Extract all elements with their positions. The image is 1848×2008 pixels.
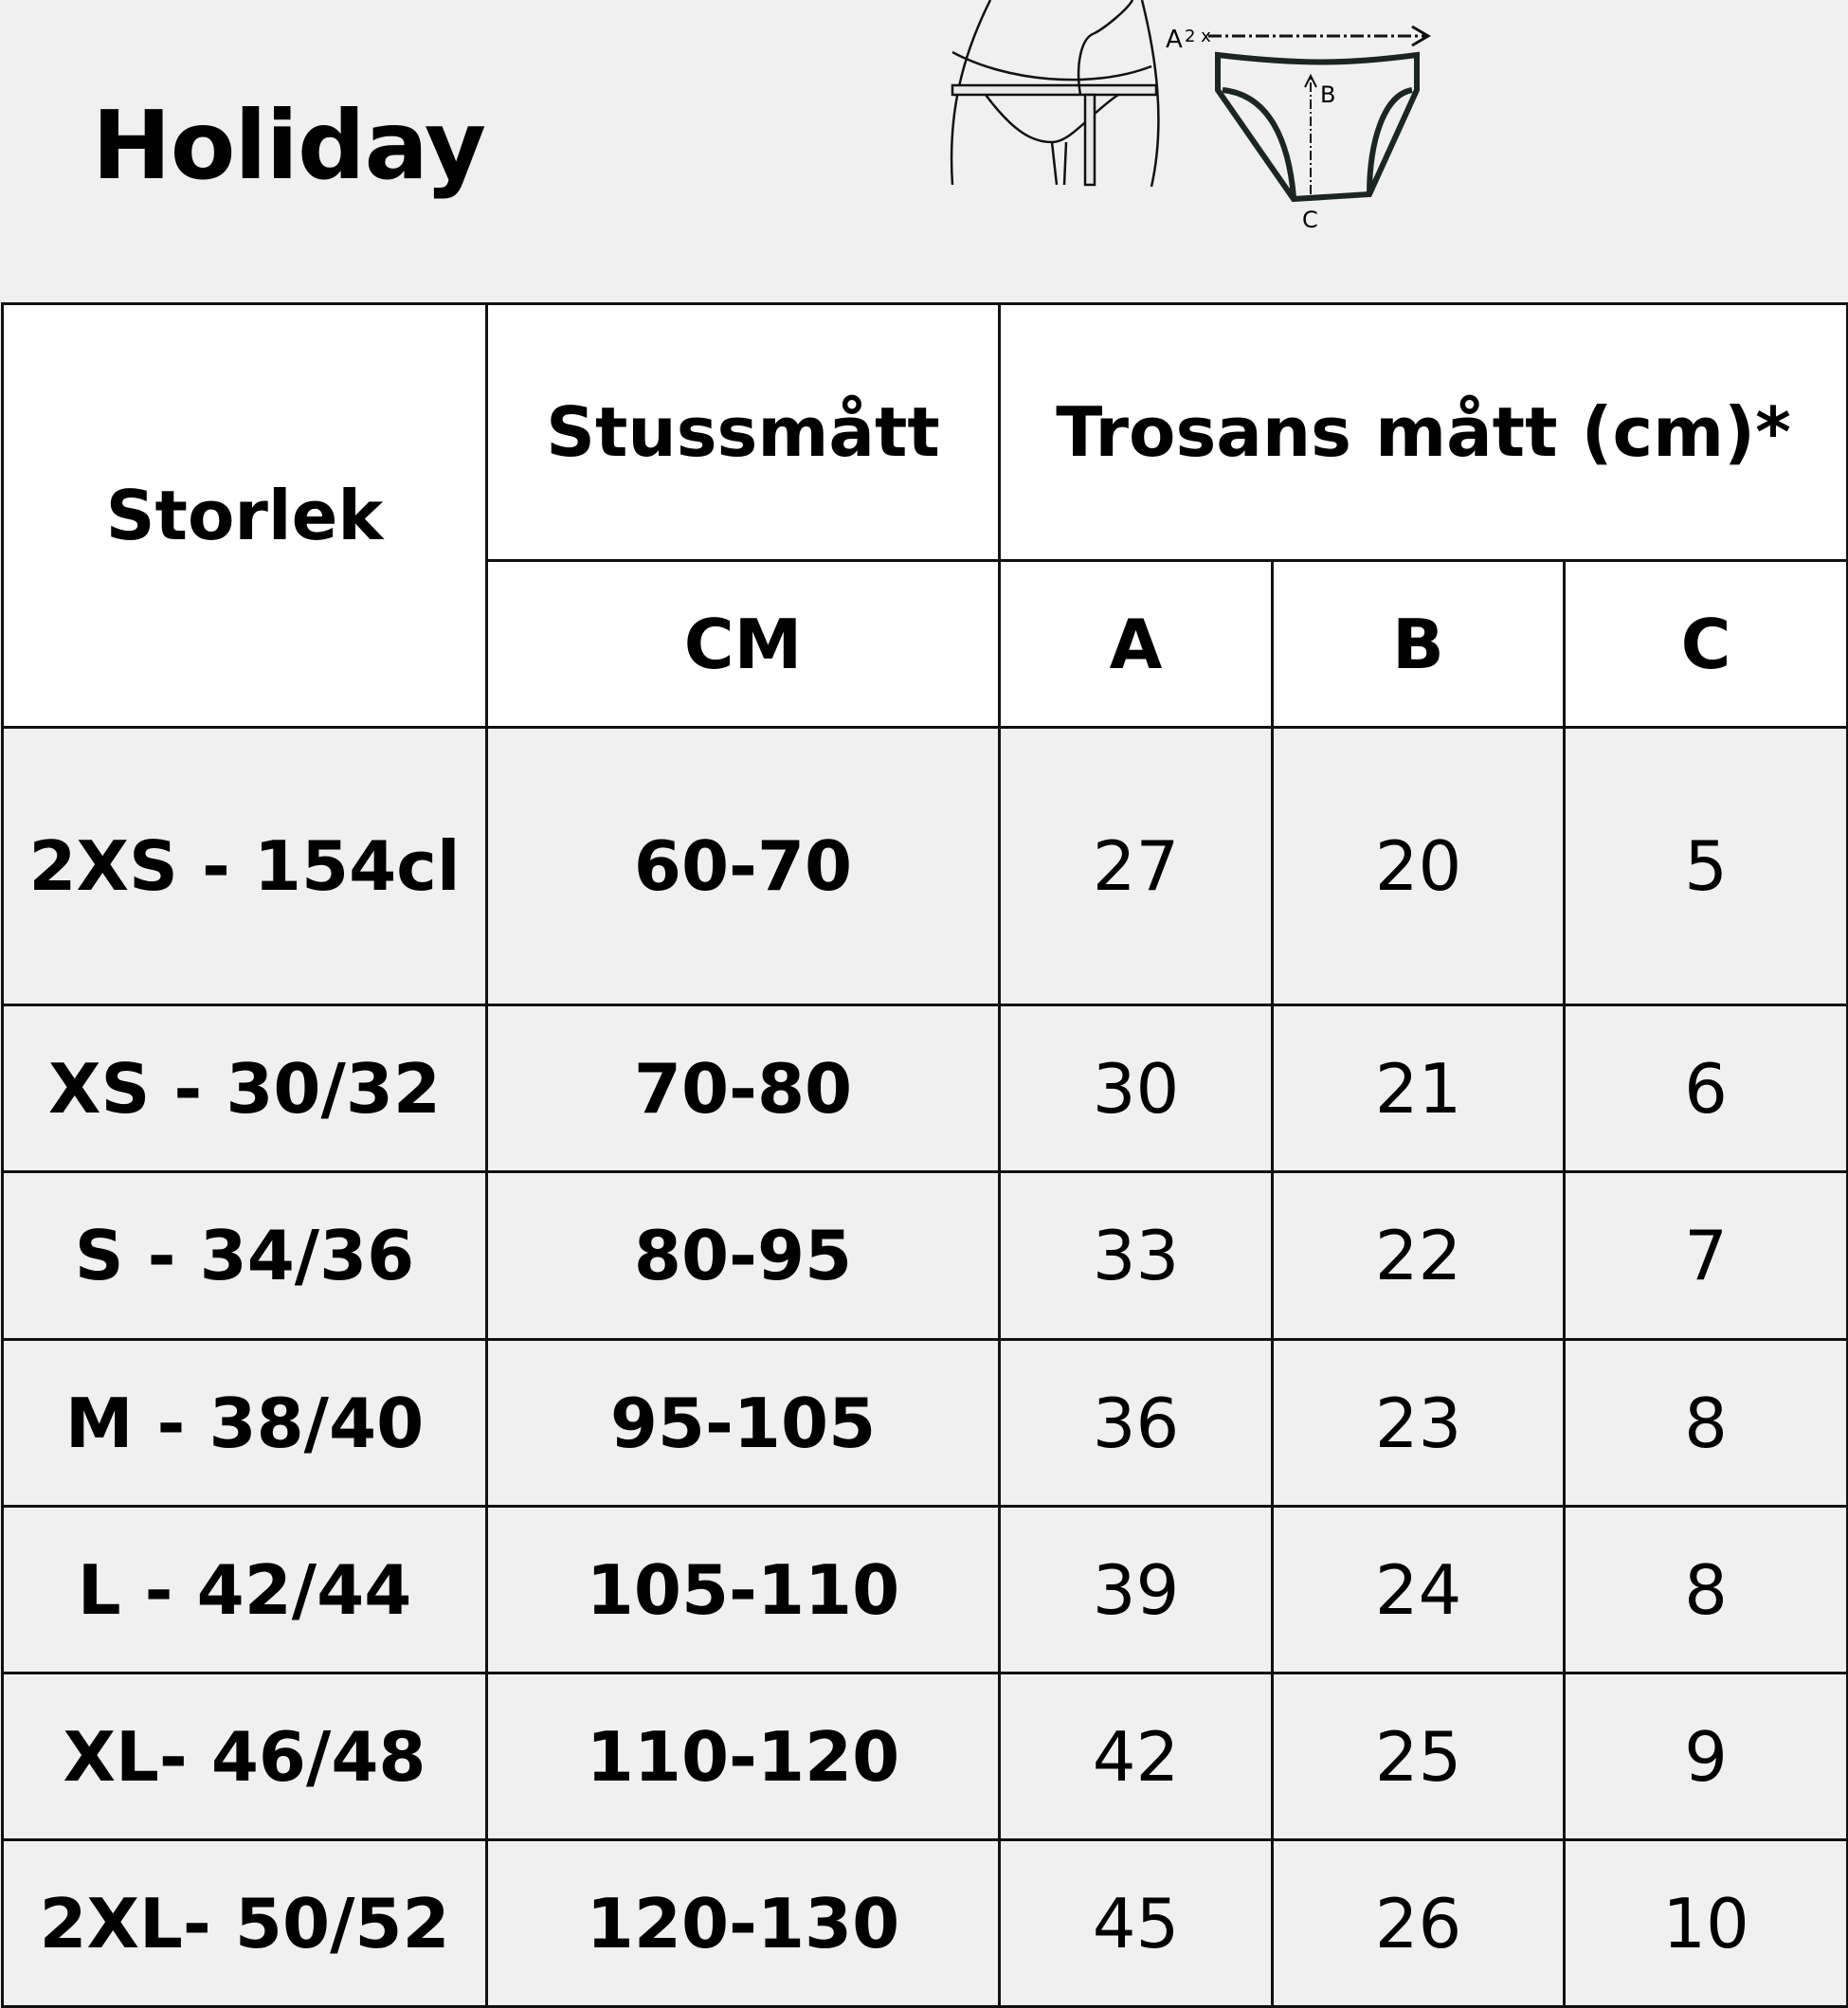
cell-a: 30 bbox=[1000, 1005, 1273, 1172]
cell-c: 8 bbox=[1565, 1507, 1848, 1673]
cell-hip: 120-130 bbox=[487, 1840, 1000, 2007]
cell-b: 20 bbox=[1273, 728, 1565, 1005]
cell-a: 33 bbox=[1000, 1172, 1273, 1340]
cell-b: 24 bbox=[1273, 1507, 1565, 1673]
body-measuring-icon bbox=[951, 0, 1158, 187]
cell-b: 25 bbox=[1273, 1673, 1565, 1840]
cell-size: L - 42/44 bbox=[3, 1507, 487, 1673]
cell-b: 26 bbox=[1273, 1840, 1565, 2007]
cell-hip: 70-80 bbox=[487, 1005, 1000, 1172]
table-row bbox=[3, 728, 1848, 1005]
table-row bbox=[3, 1340, 1848, 1507]
cell-size: XL- 46/48 bbox=[3, 1673, 487, 1840]
header-c: C bbox=[1565, 561, 1848, 728]
cell-hip: 80-95 bbox=[487, 1172, 1000, 1340]
cell-c: 8 bbox=[1565, 1340, 1848, 1507]
table-row bbox=[3, 1507, 1848, 1673]
cell-a: 42 bbox=[1000, 1673, 1273, 1840]
table-row bbox=[3, 1840, 1848, 2007]
cell-size: XS - 30/32 bbox=[3, 1005, 487, 1172]
cell-size: 2XS - 154cl bbox=[3, 728, 487, 1005]
cell-c: 6 bbox=[1565, 1005, 1848, 1172]
cell-a: 27 bbox=[1000, 728, 1273, 1005]
header-hip: Stussmått bbox=[487, 304, 1000, 561]
cell-size: M - 38/40 bbox=[3, 1340, 487, 1507]
header-size: Storlek bbox=[3, 304, 487, 728]
cell-c: 9 bbox=[1565, 1673, 1848, 1840]
cell-hip: 95-105 bbox=[487, 1340, 1000, 1507]
page-title: Holiday bbox=[92, 90, 486, 201]
label-c: C bbox=[1302, 207, 1318, 233]
table-row bbox=[3, 1172, 1848, 1340]
cell-hip: 60-70 bbox=[487, 728, 1000, 1005]
table-row bbox=[3, 1005, 1848, 1172]
header-brief-measurements: Trosans mått (cm)* bbox=[1000, 304, 1848, 561]
cell-a: 45 bbox=[1000, 1840, 1273, 2007]
cell-b: 23 bbox=[1273, 1340, 1565, 1507]
measurement-illustration bbox=[938, 0, 1469, 237]
header-a: A bbox=[1000, 561, 1273, 728]
cell-b: 21 bbox=[1273, 1005, 1565, 1172]
cell-a: 39 bbox=[1000, 1507, 1273, 1673]
size-chart-table bbox=[1, 302, 1848, 2008]
cell-c: 7 bbox=[1565, 1172, 1848, 1340]
cell-a: 36 bbox=[1000, 1340, 1273, 1507]
header-b: B bbox=[1273, 561, 1565, 728]
cell-size: S - 34/36 bbox=[3, 1172, 487, 1340]
label-b: B bbox=[1320, 81, 1336, 108]
briefs-icon bbox=[1218, 55, 1417, 199]
cell-hip: 110-120 bbox=[487, 1673, 1000, 1840]
label-a: A bbox=[1166, 26, 1183, 54]
cell-hip: 105-110 bbox=[487, 1507, 1000, 1673]
label-a-multiplier: 2 x bbox=[1185, 27, 1211, 46]
cell-c: 5 bbox=[1565, 728, 1848, 1005]
cell-b: 22 bbox=[1273, 1172, 1565, 1340]
cell-c: 10 bbox=[1565, 1840, 1848, 2007]
header-cm: CM bbox=[487, 561, 1000, 728]
table-row bbox=[3, 1673, 1848, 1840]
cell-size: 2XL- 50/52 bbox=[3, 1840, 487, 2007]
